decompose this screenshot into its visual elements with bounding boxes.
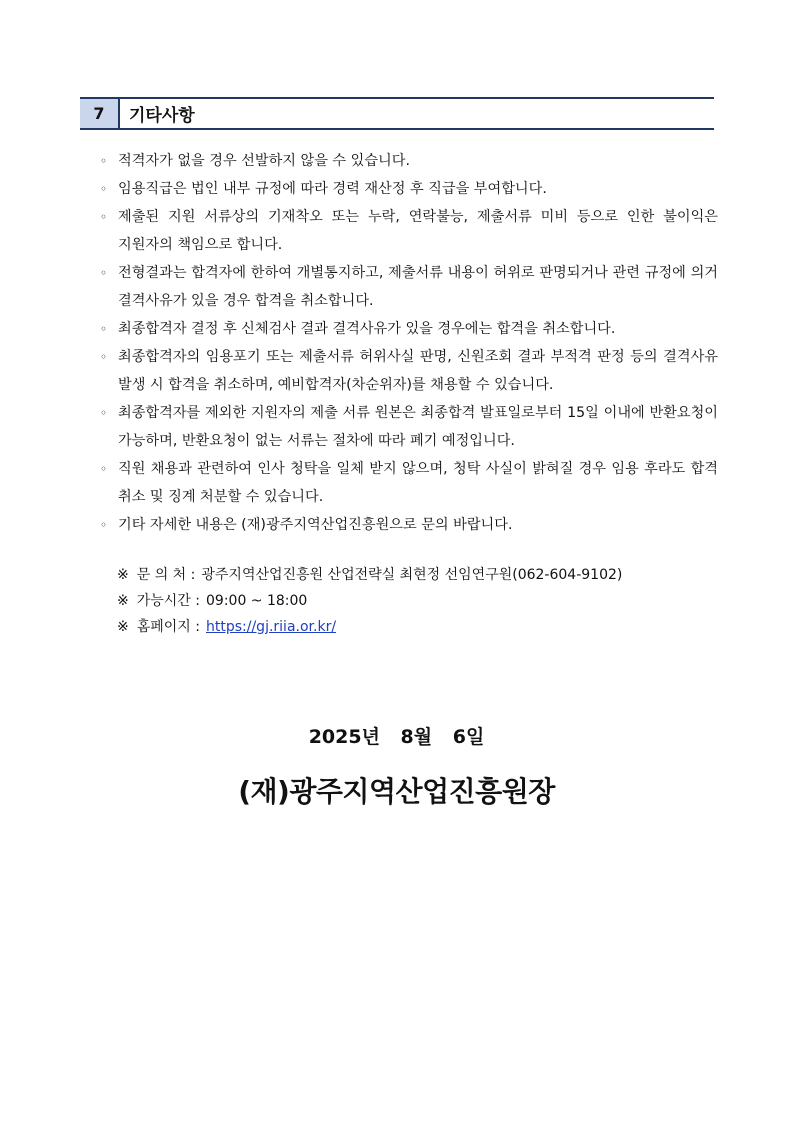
contact-block bbox=[117, 562, 622, 640]
notice-text: 기타 자세한 내용은 (재)광주지역산업진흥원으로 문의 바랍니다. bbox=[118, 517, 513, 533]
notice-text: 임용직급은 법인 내부 규정에 따라 경력 재산정 후 직급을 부여합니다. bbox=[118, 181, 547, 197]
homepage-label: 홈페이지 : bbox=[136, 619, 200, 635]
list-item bbox=[100, 343, 718, 399]
hours-value: 09:00 ~ 18:00 bbox=[206, 593, 308, 609]
organization-name: (재)광주지역산업진흥원장 bbox=[238, 775, 555, 808]
bullet-icon: ◦ bbox=[100, 182, 108, 196]
document-date: 2025년 8월 6일 bbox=[308, 726, 485, 748]
notice-text: 최종합격자의 임용포기 또는 제출서류 허위사실 판명, 신원조회 결과 부적격 판정 등의 결격사유 발생 시 합격을 취소하며, 예비합격자(차순위자)를 채용할 수 있습니다. bbox=[118, 349, 718, 393]
notice-list bbox=[100, 147, 718, 539]
list-item bbox=[100, 147, 718, 175]
hours-label: 가능시간 : bbox=[136, 593, 200, 609]
reference-mark-icon: ※ bbox=[117, 593, 129, 609]
list-item bbox=[100, 399, 718, 455]
list-item bbox=[100, 203, 718, 259]
section-number: 7 bbox=[80, 99, 118, 128]
list-item bbox=[100, 455, 718, 511]
bullet-icon: ◦ bbox=[100, 350, 108, 364]
notice-text: 제출된 지원 서류상의 기재착오 또는 누락, 연락불능, 제출서류 미비 등으로 인한 불이익은 지원자의 책임으로 합니다. bbox=[118, 209, 718, 253]
list-item bbox=[100, 511, 718, 539]
bullet-icon: ◦ bbox=[100, 518, 108, 532]
list-item bbox=[100, 175, 718, 203]
bullet-icon: ◦ bbox=[100, 266, 108, 280]
homepage-link[interactable]: https://gj.riia.or.kr/ bbox=[206, 619, 337, 635]
bullet-icon: ◦ bbox=[100, 210, 108, 224]
contact-hours bbox=[117, 588, 622, 614]
list-item bbox=[100, 259, 718, 315]
inquiry-value: 광주지역산업진흥원 산업전략실 최현정 선임연구원(062-604-9102) bbox=[201, 567, 623, 583]
notice-text: 최종합격자 결정 후 신체검사 결과 결격사유가 있을 경우에는 합격을 취소합니다. bbox=[118, 321, 616, 337]
notice-text: 전형결과는 합격자에 한하여 개별통지하고, 제출서류 내용이 허위로 판명되거나 관련 규정에 의거 결격사유가 있을 경우 합격을 취소합니다. bbox=[118, 265, 718, 309]
inquiry-label: 문 의 처 : bbox=[136, 567, 196, 583]
notice-text: 최종합격자를 제외한 지원자의 제출 서류 원본은 최종합격 발표일로부터 15일 이내에 반환요청이 가능하며, 반환요청이 없는 서류는 절차에 따라 폐기 예정입니다. bbox=[118, 405, 718, 449]
notice-text: 적격자가 없을 경우 선발하지 않을 수 있습니다. bbox=[118, 153, 410, 169]
bullet-icon: ◦ bbox=[100, 406, 108, 420]
bullet-icon: ◦ bbox=[100, 154, 108, 168]
section-header bbox=[80, 97, 714, 130]
bullet-icon: ◦ bbox=[100, 322, 108, 336]
bullet-icon: ◦ bbox=[100, 462, 108, 476]
reference-mark-icon: ※ bbox=[117, 619, 129, 635]
list-item bbox=[100, 315, 718, 343]
contact-homepage bbox=[117, 614, 622, 640]
reference-mark-icon: ※ bbox=[117, 567, 129, 583]
contact-inquiry bbox=[117, 562, 622, 588]
section-title: 기타사항 bbox=[129, 106, 195, 126]
notice-text: 직원 채용과 관련하여 인사 청탁을 일체 받지 않으며, 청탁 사실이 밝혀질 경우 임용 후라도 합격 취소 및 징계 처분할 수 있습니다. bbox=[118, 461, 718, 505]
